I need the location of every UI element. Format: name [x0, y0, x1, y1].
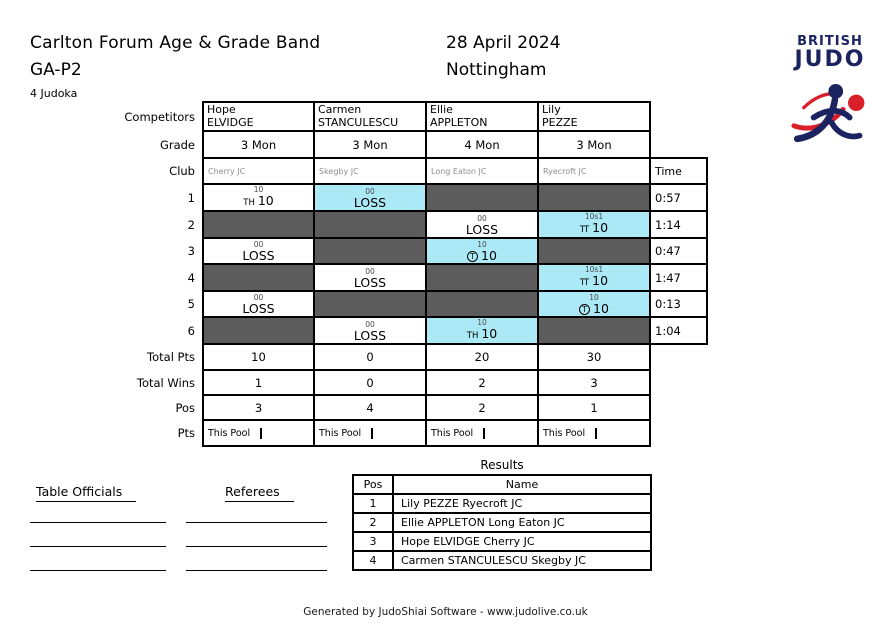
match-cell	[426, 184, 538, 211]
match-time-cell: 1:04	[650, 317, 707, 344]
match-cell	[203, 211, 314, 238]
match-number-label: 2	[187, 217, 195, 232]
score-superscript: 00	[365, 266, 375, 276]
grade-cell: 3 Mon	[314, 131, 426, 158]
pos-cell: 4	[314, 395, 426, 420]
club-cell: Ryecroft JC	[538, 158, 650, 184]
score-value: TT 10	[579, 220, 609, 235]
total-pts-cell: 30	[538, 344, 650, 370]
score-value: TH 10	[466, 326, 498, 341]
results-title: Results	[480, 458, 524, 472]
pool-sheet	[111, 101, 708, 447]
score-value: LOSS	[353, 327, 387, 343]
results-header-pos: Pos	[353, 475, 393, 494]
match-cell	[538, 317, 650, 344]
score-value: T 10	[539, 302, 649, 315]
grade-cell: 4 Mon	[426, 131, 538, 158]
pts-cell	[314, 420, 426, 446]
signature-line	[186, 570, 327, 571]
result-position: 2	[353, 513, 393, 532]
competitor-name: Carmen STANCULESCU	[314, 102, 426, 131]
pts-empty-cell	[597, 428, 649, 439]
match-cell	[426, 291, 538, 317]
event-title: Carlton Forum Age & Grade Band	[30, 33, 321, 53]
logo-text-british: BRITISH	[797, 34, 863, 49]
pos-cell: 1	[538, 395, 650, 420]
match-cell	[426, 238, 538, 264]
match-cell	[203, 184, 314, 211]
british-judo-logo	[786, 34, 874, 153]
results-table	[352, 474, 652, 571]
event-location: Nottingham	[446, 60, 547, 80]
circled-t-icon: T	[579, 304, 590, 315]
grade-cell: 3 Mon	[203, 131, 314, 158]
result-name: Hope ELVIDGE Cherry JC	[393, 532, 651, 551]
match-cell	[538, 211, 650, 238]
match-cell	[203, 317, 314, 344]
spacer-cell	[650, 420, 707, 446]
pts-cell	[203, 420, 314, 446]
signature-line	[30, 522, 166, 523]
score-superscript: 10s1	[584, 265, 604, 274]
pts-empty-cell	[485, 428, 537, 439]
score-value: LOSS	[242, 248, 275, 263]
score-value: LOSS	[353, 194, 387, 210]
club-cell: Long Eaton JC	[426, 158, 538, 184]
row-label-pos: Pos	[175, 400, 195, 415]
british-judo-emblem	[789, 73, 871, 149]
total-wins-cell: 1	[203, 370, 314, 395]
match-cell	[203, 264, 314, 291]
results-section	[352, 458, 652, 571]
referees-label: Referees	[225, 484, 294, 502]
spacer-cell	[650, 102, 707, 131]
score-superscript: 00	[253, 293, 264, 302]
this-pool-cell: This Pool	[427, 428, 485, 439]
this-pool-cell: This Pool	[539, 428, 597, 439]
match-number-label: 4	[187, 270, 195, 285]
row-label-pts: Pts	[177, 426, 195, 440]
pts-cell	[426, 420, 538, 446]
pos-cell: 3	[203, 395, 314, 420]
score-superscript: 10s1	[584, 212, 604, 221]
result-name: Carmen STANCULESCU Skegby JC	[393, 551, 651, 570]
score-superscript: 00	[253, 240, 264, 249]
results-row	[353, 532, 651, 551]
technique-symbol: TT	[579, 225, 589, 235]
score-value: LOSS	[353, 274, 387, 290]
total-wins-cell: 2	[426, 370, 538, 395]
match-cell	[538, 291, 650, 317]
technique-symbol: TT	[579, 278, 589, 288]
match-cell	[426, 211, 538, 238]
total-wins-cell: 0	[314, 370, 426, 395]
judoka-count: 4 Judoka	[30, 87, 78, 100]
pts-empty-cell	[262, 428, 314, 439]
score-superscript: 10	[477, 240, 487, 249]
match-cell	[203, 238, 314, 264]
score-superscript: 00	[365, 319, 375, 329]
event-date: 28 April 2024	[446, 33, 561, 53]
club-cell: Skegby JC	[314, 158, 426, 184]
pos-cell: 2	[426, 395, 538, 420]
score-value: T 10	[427, 249, 537, 262]
match-cell	[426, 317, 538, 344]
total-wins-cell: 3	[538, 370, 650, 395]
match-cell	[426, 264, 538, 291]
score-value: TT 10	[579, 273, 609, 288]
row-label-competitors: Competitors	[124, 109, 195, 124]
match-cell	[538, 238, 650, 264]
pts-cell	[538, 420, 650, 446]
competitor-name: Lily PEZZE	[538, 102, 650, 131]
score-superscript: 10	[253, 185, 264, 194]
signature-line	[186, 522, 327, 523]
signature-line	[30, 546, 166, 547]
spacer-cell	[650, 395, 707, 420]
score-superscript: 00	[477, 213, 487, 223]
result-position: 3	[353, 532, 393, 551]
technique-symbol: TH	[466, 331, 479, 341]
score-superscript: 00	[365, 186, 375, 196]
match-time-cell: 1:47	[650, 264, 707, 291]
result-name: Lily PEZZE Ryecroft JC	[393, 494, 651, 513]
competitor-name: Hope ELVIDGE	[203, 102, 314, 131]
signature-line	[30, 570, 166, 571]
generator-credit: Generated by JudoShiai Software - www.judolive.co.uk	[303, 606, 588, 618]
results-header-name: Name	[393, 475, 651, 494]
score-value: LOSS	[242, 301, 275, 316]
this-pool-cell: This Pool	[204, 428, 262, 439]
score-superscript: 10	[589, 293, 599, 302]
pool-table	[111, 101, 708, 447]
score-superscript: 10	[477, 318, 487, 327]
match-cell	[538, 184, 650, 211]
row-label-total-wins: Total Wins	[136, 375, 195, 390]
table-officials-label: Table Officials	[36, 484, 136, 502]
match-time-cell: 0:47	[650, 238, 707, 264]
match-time-cell: 0:57	[650, 184, 707, 211]
results-row	[353, 551, 651, 570]
match-time-cell: 0:13	[650, 291, 707, 317]
match-cell	[538, 264, 650, 291]
technique-symbol: TH	[243, 198, 255, 208]
score-value: TH 10	[243, 193, 274, 208]
match-cell	[203, 291, 314, 317]
match-time-cell: 1:14	[650, 211, 707, 238]
club-cell: Cherry JC	[203, 158, 314, 184]
match-number-label: 5	[187, 297, 195, 311]
row-label-club: Club	[169, 164, 195, 178]
pts-empty-cell	[373, 428, 425, 439]
match-cell	[314, 264, 426, 291]
spacer-cell	[650, 131, 707, 158]
match-number-label: 3	[187, 244, 195, 258]
pool-code: GA-P2	[30, 60, 82, 80]
result-name: Ellie APPLETON Long Eaton JC	[393, 513, 651, 532]
results-row	[353, 494, 651, 513]
total-pts-cell: 10	[203, 344, 314, 370]
competitor-name: Ellie APPLETON	[426, 102, 538, 131]
match-cell	[314, 238, 426, 264]
total-pts-cell: 20	[426, 344, 538, 370]
this-pool-cell: This Pool	[315, 428, 373, 439]
spacer-cell	[650, 370, 707, 395]
grade-cell: 3 Mon	[538, 131, 650, 158]
total-pts-cell: 0	[314, 344, 426, 370]
circled-t-icon: T	[467, 251, 478, 262]
spacer-cell	[650, 344, 707, 370]
row-label-total-pts: Total Pts	[147, 350, 195, 364]
time-column-header: Time	[650, 158, 707, 184]
match-number-label: 1	[187, 190, 195, 205]
match-number-label: 6	[187, 323, 195, 338]
logo-text-judo: JUDO	[794, 47, 866, 72]
result-position: 4	[353, 551, 393, 570]
match-cell	[314, 291, 426, 317]
match-cell	[314, 211, 426, 238]
match-cell	[314, 317, 426, 344]
row-label-grade: Grade	[159, 137, 195, 152]
score-value: LOSS	[465, 221, 499, 237]
result-position: 1	[353, 494, 393, 513]
results-row	[353, 513, 651, 532]
signature-line	[186, 546, 327, 547]
match-cell	[314, 184, 426, 211]
